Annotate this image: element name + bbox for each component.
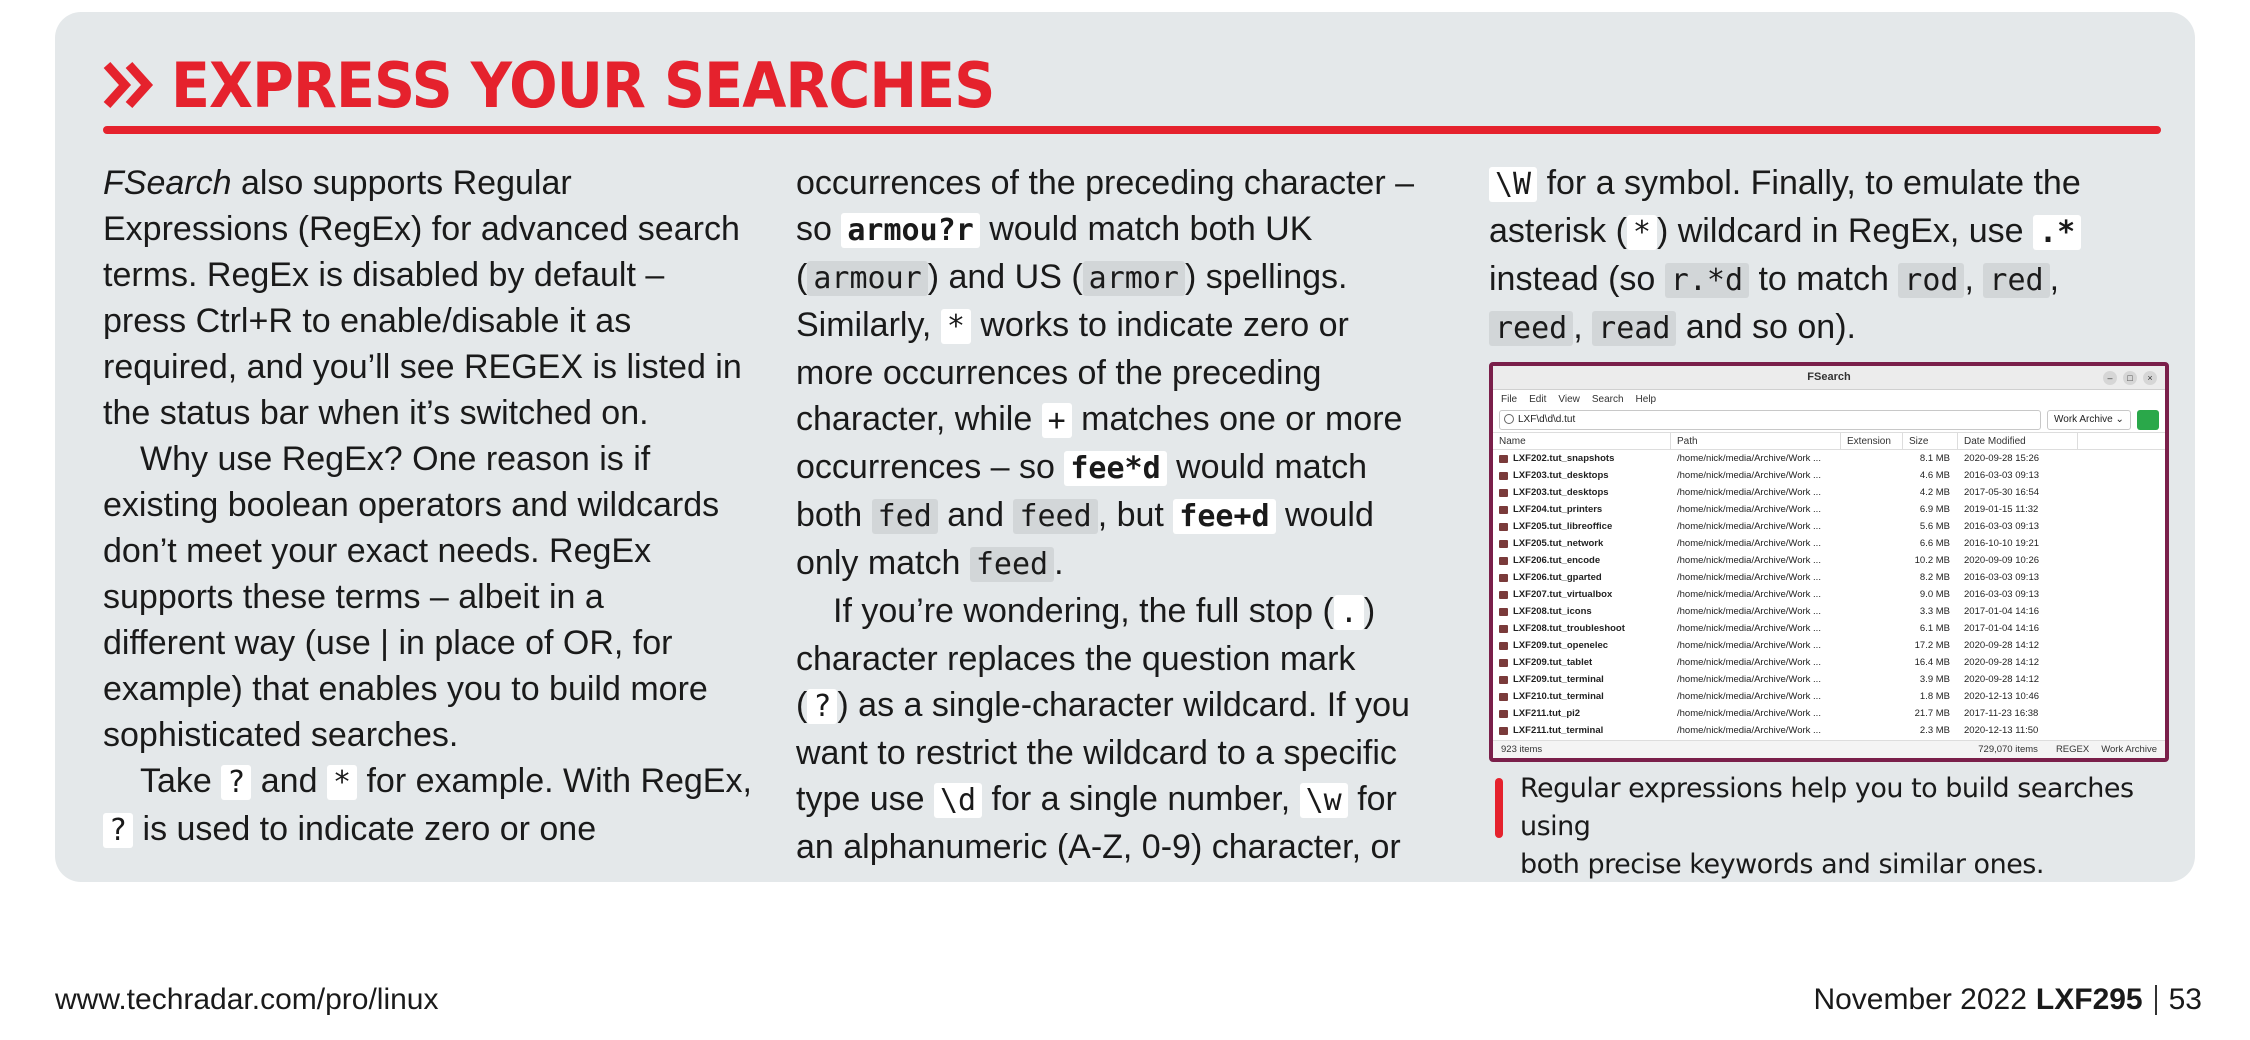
code-snippet: reed: [1489, 311, 1573, 346]
search-icon: [1504, 414, 1514, 424]
file-size: 16.4 MB: [1914, 657, 1950, 668]
folder-icon: [1499, 710, 1508, 718]
file-size: 4.2 MB: [1919, 487, 1950, 498]
col-header-path[interactable]: Path: [1671, 433, 1841, 449]
status-bar: [1493, 740, 2165, 758]
file-size: 5.6 MB: [1919, 521, 1950, 532]
text-line: ( ? ) as a single-character wildcard. If you: [796, 686, 1410, 724]
status-count: 923 items: [1501, 744, 1543, 755]
menu-view[interactable]: View: [1558, 393, 1580, 405]
folder-icon: [1499, 676, 1508, 684]
code-snippet: armor: [1083, 261, 1185, 296]
file-date: 2016-10-10 19:21: [1964, 538, 2040, 549]
code-snippet: *: [327, 765, 357, 800]
file-path: /home/nick/media/Archive/Work ...: [1677, 572, 1821, 583]
headline-row: [103, 40, 1066, 130]
table-row[interactable]: [1493, 518, 2165, 535]
folder-icon: [1499, 472, 1508, 480]
text-line: FSearch also supports Regular: [103, 164, 572, 202]
file-size: 8.1 MB: [1919, 453, 1950, 464]
file-date: 2020-09-28 14:12: [1964, 657, 2040, 668]
file-date: 2017-01-04 14:16: [1964, 623, 2040, 634]
file-date: 2017-05-30 16:54: [1964, 487, 2040, 498]
text-line: more occurrences of the preceding: [796, 354, 1322, 392]
status-mode: REGEX: [2055, 744, 2090, 755]
file-name: LXF209.tut_tablet: [1493, 657, 1671, 668]
table-row[interactable]: [1493, 722, 2165, 739]
file-path: /home/nick/media/Archive/Work ...: [1677, 555, 1821, 566]
folder-icon: [1499, 540, 1508, 548]
table-row[interactable]: [1493, 501, 2165, 518]
heading-rule: [103, 126, 2161, 134]
file-date: 2017-11-23 16:38: [1964, 708, 2039, 719]
code-snippet: r.*d: [1665, 263, 1749, 298]
folder-icon: [1499, 625, 1508, 633]
file-name: LXF206.tut_gparted: [1493, 572, 1671, 583]
table-row[interactable]: [1493, 654, 2165, 671]
text-line: type use \d for a single number, \w for: [796, 780, 1397, 818]
text-line: asterisk ( * ) wildcard in RegEx, use .*: [1489, 208, 2169, 256]
file-size: 21.7 MB: [1914, 708, 1950, 719]
text-line: required, and you’ll see REGEX is listed in: [103, 348, 742, 386]
file-name: LXF208.tut_icons: [1493, 606, 1671, 617]
text-line: example) that enables you to build more: [103, 670, 708, 708]
status-db: Work Archive: [2101, 744, 2157, 755]
file-path: /home/nick/media/Archive/Work ...: [1677, 640, 1821, 651]
file-size: 9.0 MB: [1919, 589, 1950, 600]
file-path: /home/nick/media/Archive/Work ...: [1677, 504, 1821, 515]
table-row[interactable]: [1493, 535, 2165, 552]
text-line: don’t meet your exact needs. RegEx: [103, 532, 652, 570]
menu-file[interactable]: File: [1501, 393, 1518, 405]
text-line: press Ctrl+R to enable/disable it as: [103, 302, 632, 340]
file-name: LXF209.tut_openelec: [1493, 640, 1671, 651]
text-line: want to restrict the wildcard to a specific: [796, 734, 1397, 772]
search-row: [1493, 408, 2165, 432]
col-header-name[interactable]: Name: [1493, 433, 1671, 449]
file-size: 2.3 MB: [1919, 725, 1950, 736]
code-snippet: armou?r: [841, 213, 979, 248]
file-size: 3.3 MB: [1919, 606, 1950, 617]
file-name: LXF203.tut_desktops: [1493, 487, 1671, 498]
file-path: /home/nick/media/Archive/Work ...: [1677, 606, 1821, 617]
window-titlebar: [1493, 366, 2165, 390]
file-date: 2016-03-03 09:13: [1964, 521, 2040, 532]
folder-icon: [1499, 506, 1508, 514]
table-row[interactable]: [1493, 586, 2165, 603]
menu-edit[interactable]: Edit: [1529, 393, 1547, 405]
footer-issue: [1813, 983, 2202, 1017]
text-line: Why use RegEx? One reason is if: [140, 440, 651, 478]
file-date: 2020-09-28 15:26: [1964, 453, 2040, 464]
text-line: an alphanumeric (A-Z, 0-9) character, or: [796, 828, 1401, 866]
file-date: 2016-03-03 09:13: [1964, 572, 2040, 583]
column-1: [103, 160, 773, 854]
file-name: LXF211.tut_pi2: [1493, 708, 1671, 719]
footer-date: November 2022: [1813, 983, 2027, 1016]
caption-line: Regular expressions help you to build searches using: [1520, 773, 2134, 842]
text-line: the status bar when it’s switched on.: [103, 394, 649, 432]
code-snippet: feed: [1013, 499, 1097, 534]
code-snippet: *: [941, 309, 971, 344]
table-row[interactable]: [1493, 620, 2165, 637]
text-line: reed , read and so on).: [1489, 304, 2169, 352]
col-header-size[interactable]: Size: [1903, 433, 1958, 449]
menu-search[interactable]: Search: [1591, 393, 1624, 405]
caption-bar: [1495, 778, 1503, 838]
code-snippet: ?: [103, 813, 133, 848]
window-title: FSearch: [1807, 371, 1851, 383]
file-date: 2017-01-04 14:16: [1964, 606, 2040, 617]
file-path: /home/nick/media/Archive/Work ...: [1677, 674, 1821, 685]
file-date: 2020-09-28 14:12: [1964, 674, 2040, 685]
double-chevron-icon: [103, 57, 157, 113]
text-line: ( armour ) and US ( armor ) spellings.: [796, 258, 1348, 296]
file-path: /home/nick/media/Archive/Work ...: [1677, 623, 1821, 634]
file-date: 2020-09-09 10:26: [1964, 555, 2040, 566]
table-row[interactable]: [1493, 705, 2165, 722]
search-button[interactable]: [2137, 410, 2159, 430]
file-size: 6.1 MB: [1919, 623, 1950, 634]
file-size: 8.2 MB: [1919, 572, 1950, 583]
search-input[interactable]: [1499, 410, 2041, 430]
search-query: LXF\d\d\d.tut: [1518, 414, 1576, 425]
text-line: occurrences of the preceding character –: [796, 164, 1415, 202]
col-header-extension[interactable]: Extension: [1841, 433, 1903, 449]
file-path: /home/nick/media/Archive/Work ...: [1677, 487, 1821, 498]
code-snippet: fee*d: [1064, 451, 1166, 486]
text-line: ? is used to indicate zero or one: [103, 806, 773, 854]
text-line: both fed and feed , but fee+d would: [796, 496, 1374, 534]
file-path: /home/nick/media/Archive/Work ...: [1677, 453, 1821, 464]
file-size: 6.6 MB: [1919, 538, 1950, 549]
text-line: If you’re wondering, the full stop ( . ): [833, 592, 1376, 630]
file-path: /home/nick/media/Archive/Work ...: [1677, 470, 1821, 481]
code-snippet: \W: [1489, 167, 1537, 202]
text-line: terms. RegEx is disabled by default –: [103, 256, 665, 294]
file-date: 2020-12-13 10:46: [1964, 691, 2040, 702]
text-line: only match feed .: [796, 544, 1064, 582]
file-size: 3.9 MB: [1919, 674, 1950, 685]
headline: EXPRESS YOUR SEARCHES: [171, 48, 995, 122]
table-row[interactable]: [1493, 450, 2165, 467]
file-size: 17.2 MB: [1914, 640, 1950, 651]
code-snippet: feed: [970, 547, 1054, 582]
text-line: Similarly, * works to indicate zero or: [796, 306, 1349, 344]
file-size: 6.9 MB: [1919, 504, 1950, 515]
folder-icon: [1499, 608, 1508, 616]
code-snippet: ?: [221, 765, 251, 800]
folder-icon: [1499, 489, 1508, 497]
menu-bar: [1493, 390, 2165, 408]
results-list: [1493, 450, 2165, 739]
page-number: 53: [2168, 983, 2202, 1016]
code-snippet: ?: [807, 689, 837, 724]
menu-help[interactable]: Help: [1635, 393, 1657, 405]
code-snippet: \d: [934, 783, 982, 818]
folder-icon: [1499, 693, 1508, 701]
text-line: different way (use | in place of OR, for: [103, 624, 673, 662]
text-line: sophisticated searches.: [103, 716, 459, 754]
maximize-icon[interactable]: □: [2123, 371, 2137, 385]
file-name: LXF206.tut_encode: [1493, 555, 1671, 566]
footer-url[interactable]: www.techradar.com/pro/linux: [55, 983, 439, 1016]
code-snippet: rod: [1898, 263, 1964, 298]
code-snippet: .: [1334, 595, 1364, 630]
folder-icon: [1499, 642, 1508, 650]
folder-icon: [1499, 659, 1508, 667]
col-header-date[interactable]: Date Modified: [1958, 433, 2078, 449]
file-name: LXF207.tut_virtualbox: [1493, 589, 1671, 600]
file-size: 1.8 MB: [1919, 691, 1950, 702]
text-line: Take ? and * for example. With RegEx,: [140, 762, 752, 800]
text-line: character, while + matches one or more: [796, 400, 1403, 438]
file-path: /home/nick/media/Archive/Work ...: [1677, 725, 1821, 736]
code-snippet: *: [1627, 215, 1657, 250]
code-snippet: armour: [807, 261, 927, 296]
results-header: [1493, 432, 2165, 450]
text-line: existing boolean operators and wildcards: [103, 486, 720, 524]
footer-separator: [2155, 985, 2157, 1015]
column-2: [796, 160, 1466, 870]
text-line: occurrences – so fee*d would match: [796, 448, 1367, 486]
file-name: LXF203.tut_desktops: [1493, 470, 1671, 481]
text-line: instead (so r.*d to match rod , red ,: [1489, 260, 2060, 298]
file-name: LXF205.tut_libreoffice: [1493, 521, 1671, 532]
footer-magazine: LXF295: [2035, 983, 2143, 1016]
fsearch-screenshot: [1489, 362, 2169, 762]
file-date: 2016-03-03 09:13: [1964, 470, 2040, 481]
file-name: LXF202.tut_snapshots: [1493, 453, 1671, 464]
folder-icon: [1499, 574, 1508, 582]
code-snippet: .*: [2033, 215, 2081, 250]
file-path: /home/nick/media/Archive/Work ...: [1677, 691, 1821, 702]
text-line: Expressions (RegEx) for advanced search: [103, 210, 740, 248]
column-3: [1489, 160, 2169, 352]
folder-icon: [1499, 727, 1508, 735]
file-date: 2020-12-13 11:50: [1964, 725, 2039, 736]
folder-icon: [1499, 557, 1508, 565]
table-row[interactable]: [1493, 484, 2165, 501]
table-row[interactable]: [1493, 569, 2165, 586]
file-name: LXF210.tut_terminal: [1493, 691, 1671, 702]
table-row[interactable]: [1493, 688, 2165, 705]
close-icon[interactable]: ×: [2143, 371, 2157, 385]
folder-icon: [1499, 591, 1508, 599]
file-name: LXF211.tut_terminal: [1493, 725, 1671, 736]
code-snippet: read: [1592, 311, 1676, 346]
text-line: character replaces the question mark: [796, 640, 1356, 678]
file-path: /home/nick/media/Archive/Work ...: [1677, 521, 1821, 532]
code-snippet: fee+d: [1173, 499, 1275, 534]
file-path: /home/nick/media/Archive/Work ...: [1677, 538, 1821, 549]
file-name: LXF204.tut_printers: [1493, 504, 1671, 515]
code-snippet: fed: [872, 499, 938, 534]
file-path: /home/nick/media/Archive/Work ...: [1677, 657, 1821, 668]
file-date: 2016-03-03 09:13: [1964, 589, 2040, 600]
table-row[interactable]: [1493, 552, 2165, 569]
file-path: /home/nick/media/Archive/Work ...: [1677, 589, 1821, 600]
caption: [1520, 770, 2180, 884]
file-name: LXF208.tut_troubleshoot: [1493, 623, 1671, 634]
file-size: 10.2 MB: [1914, 555, 1950, 566]
file-name: LXF209.tut_terminal: [1493, 674, 1671, 685]
file-path: /home/nick/media/Archive/Work ...: [1677, 708, 1821, 719]
table-row[interactable]: [1493, 467, 2165, 484]
file-date: 2019-01-15 11:32: [1964, 504, 2039, 515]
boxout-panel: [55, 12, 2195, 882]
filter-dropdown[interactable]: Work Archive ⌄: [2047, 410, 2131, 430]
code-snippet: \w: [1300, 783, 1348, 818]
folder-icon: [1499, 455, 1508, 463]
text-line: \W for a symbol. Finally, to emulate the: [1489, 160, 2169, 208]
text-line: supports these terms – albeit in a: [103, 578, 604, 616]
code-snippet: red: [1983, 263, 2049, 298]
code-snippet: +: [1042, 403, 1072, 438]
table-row[interactable]: [1493, 637, 2165, 654]
file-name: LXF205.tut_network: [1493, 538, 1671, 549]
text-line: so armou?r would match both UK: [796, 210, 1313, 248]
status-total: 729,070 items: [1978, 744, 2038, 755]
table-row[interactable]: [1493, 603, 2165, 620]
file-size: 4.6 MB: [1919, 470, 1950, 481]
table-row[interactable]: [1493, 671, 2165, 688]
minimize-icon[interactable]: –: [2103, 371, 2117, 385]
folder-icon: [1499, 523, 1508, 531]
caption-line: both precise keywords and similar ones.: [1520, 849, 2044, 880]
file-date: 2020-09-28 14:12: [1964, 640, 2040, 651]
